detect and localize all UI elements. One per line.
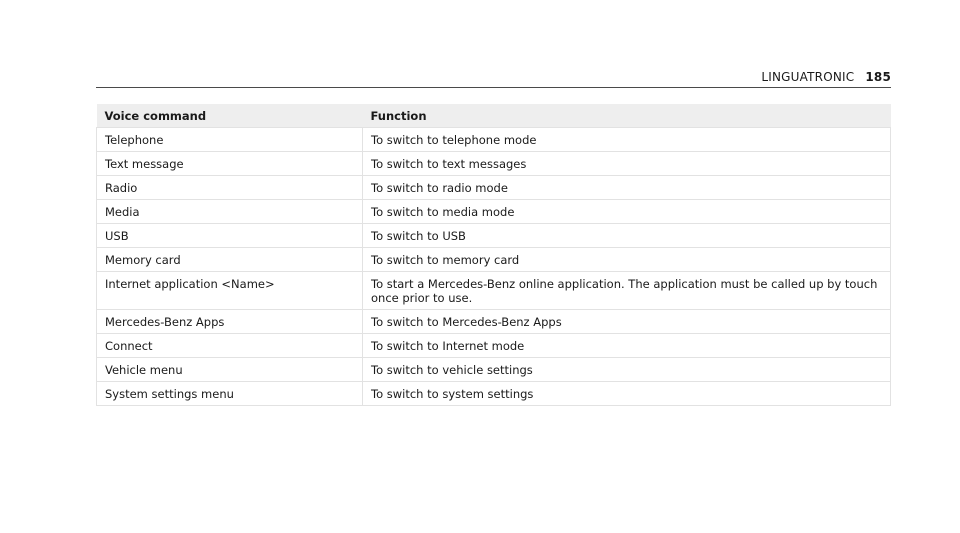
table-row: [97, 176, 891, 200]
function-cell: To switch to USB: [363, 224, 891, 248]
function-cell: To switch to radio mode: [363, 176, 891, 200]
voice-command-cell: Media: [97, 200, 363, 224]
table-row: [97, 272, 891, 310]
table-row: [97, 224, 891, 248]
voice-command-cell: Internet application <Name>: [97, 272, 363, 310]
table-row: [97, 334, 891, 358]
voice-command-cell: USB: [97, 224, 363, 248]
voice-command-cell: Connect: [97, 334, 363, 358]
running-head: [761, 70, 891, 84]
table-row: [97, 358, 891, 382]
table-row: [97, 200, 891, 224]
table-row: [97, 382, 891, 406]
table-row: [97, 248, 891, 272]
page-number: 185: [865, 70, 891, 84]
function-cell: To switch to system settings: [363, 382, 891, 406]
function-cell: To switch to memory card: [363, 248, 891, 272]
function-cell: To start a Mercedes-Benz online application. The application must be called up by touch once prior to use.: [363, 272, 891, 310]
function-cell: To switch to Mercedes-Benz Apps: [363, 310, 891, 334]
table-header-row: [97, 104, 891, 128]
function-cell: To switch to media mode: [363, 200, 891, 224]
table-row: [97, 152, 891, 176]
voice-command-cell: Memory card: [97, 248, 363, 272]
voice-command-cell: Telephone: [97, 128, 363, 152]
section-title: LINGUATRONIC: [761, 70, 855, 84]
header-rule: [96, 87, 891, 88]
function-cell: To switch to vehicle settings: [363, 358, 891, 382]
voice-command-cell: Vehicle menu: [97, 358, 363, 382]
table-row: [97, 310, 891, 334]
voice-command-cell: System settings menu: [97, 382, 363, 406]
column-header-voice-command: Voice command: [97, 104, 363, 128]
function-cell: To switch to telephone mode: [363, 128, 891, 152]
column-header-function: Function: [363, 104, 891, 128]
voice-command-cell: Text message: [97, 152, 363, 176]
voice-command-cell: Mercedes-Benz Apps: [97, 310, 363, 334]
function-cell: To switch to Internet mode: [363, 334, 891, 358]
voice-command-table: [96, 104, 891, 406]
table-row: [97, 128, 891, 152]
voice-command-cell: Radio: [97, 176, 363, 200]
function-cell: To switch to text messages: [363, 152, 891, 176]
